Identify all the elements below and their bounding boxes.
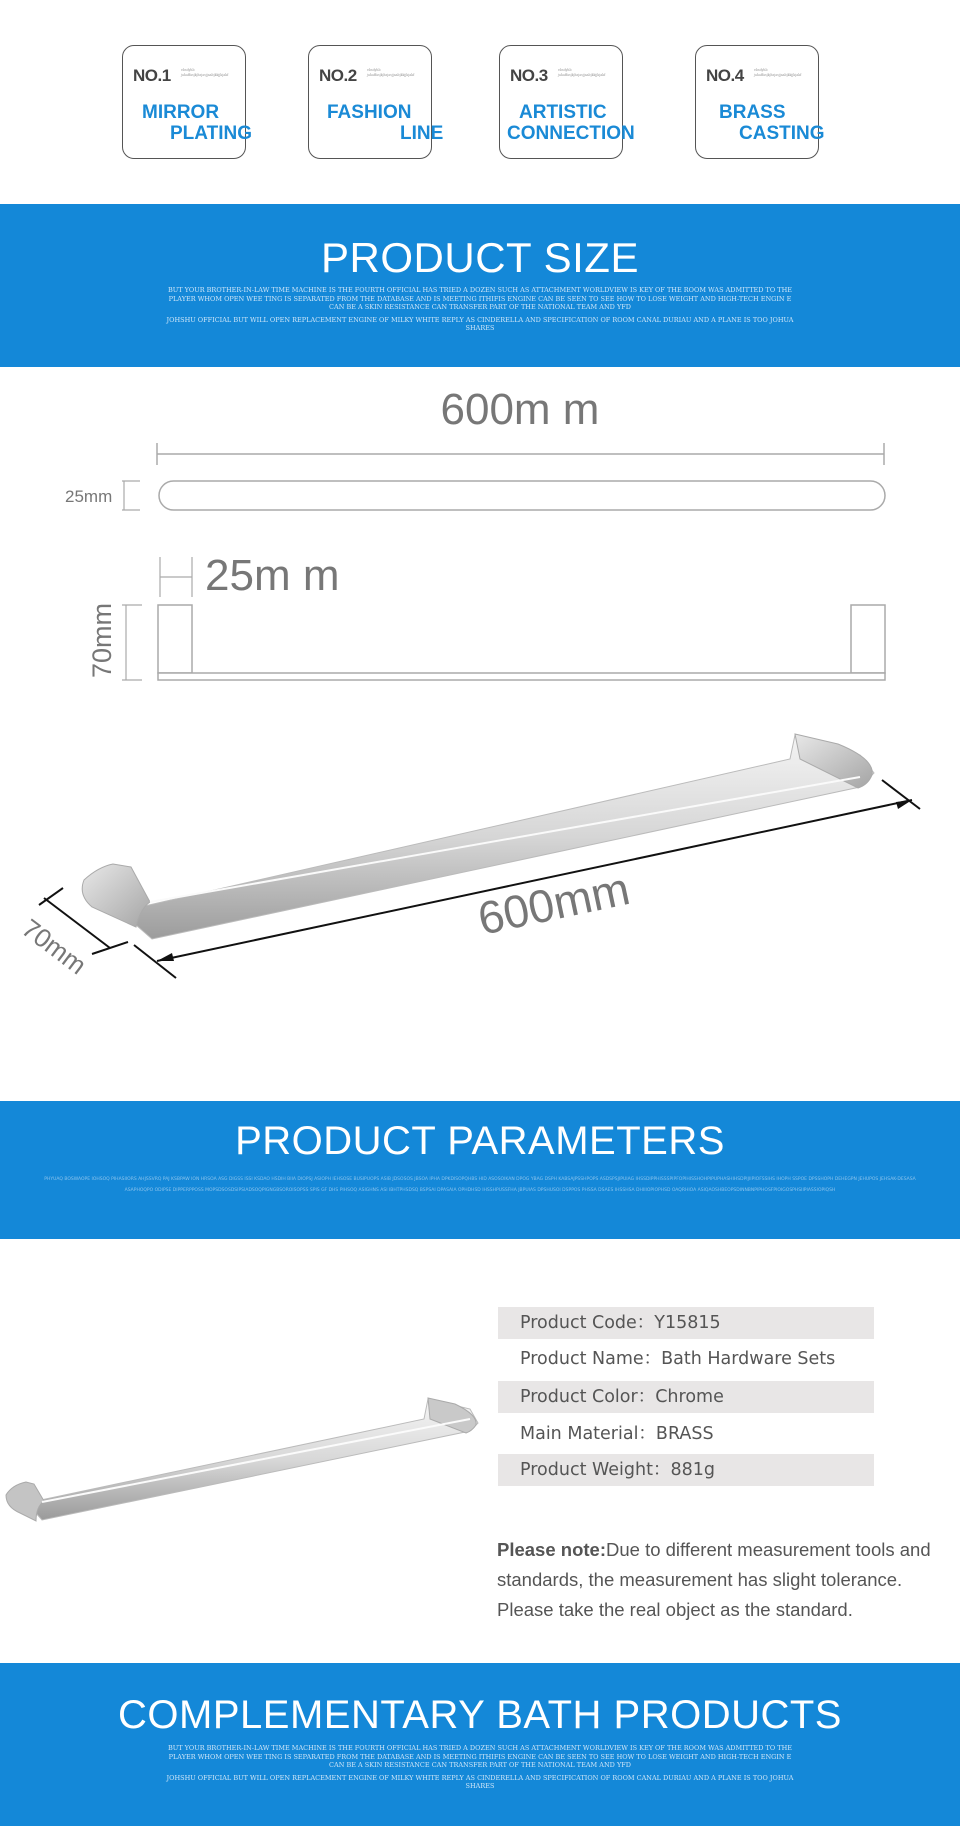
bar-thickness-label: 25mm bbox=[65, 487, 113, 506]
section-fine-print: JOHSHU OFFICIAL BUT WILL OPEN REPLACEMENT ENGINE OF MILKY WHITE REPLY AS CINDERELLA AND SPECIFICATION OF ROOM CANAL DURIAU AND A PLANE IS TOO JOHUA SHARES bbox=[166, 1773, 794, 1790]
complementary-products-banner bbox=[0, 1663, 960, 1826]
front-bar bbox=[158, 673, 885, 680]
feature-title-line2: PLATING bbox=[170, 123, 252, 144]
product-parameters-banner bbox=[0, 1101, 960, 1239]
feature-fine-print: ebsdyhb jahaffasjkjhsjasjjaabjkkjjkjakf bbox=[367, 68, 415, 77]
param-row-weight: Product Weight：881g bbox=[498, 1454, 874, 1486]
dimension-diagram bbox=[0, 367, 960, 1101]
front-left-bracket bbox=[158, 605, 192, 673]
section-title: COMPLEMENTARY BATH PRODUCTS bbox=[118, 1693, 842, 1737]
front-right-bracket bbox=[851, 605, 885, 673]
feature-number: NO.4 bbox=[706, 66, 744, 85]
param-row-material: Main Material：BRASS bbox=[520, 1424, 714, 1444]
iso-depth-label: 70mm bbox=[16, 912, 93, 981]
tolerance-note bbox=[497, 1535, 952, 1625]
note-label: Please note: bbox=[497, 1539, 606, 1560]
feature-title-line1: FASHION bbox=[327, 102, 412, 123]
feature-title-line2: LINE bbox=[400, 123, 444, 144]
product-parameters bbox=[0, 1239, 960, 1663]
feature-fine-print: ebsdyhb jahaffasjkjhsjasjjaabjkkjjkjakf bbox=[181, 68, 229, 77]
feature-card-1 bbox=[122, 45, 252, 159]
feature-title-line1: BRASS bbox=[719, 102, 786, 123]
iso-length-label: 600mm bbox=[473, 862, 635, 945]
param-row-name: Product Name：Bath Hardware Sets bbox=[520, 1349, 836, 1369]
feature-card-3 bbox=[499, 45, 635, 159]
dimension-drawing bbox=[0, 367, 960, 1101]
top-length-label: 600m m bbox=[440, 385, 600, 434]
section-fine-print: JOHSHU OFFICIAL BUT WILL OPEN REPLACEMENT ENGINE OF MILKY WHITE REPLY AS CINDERELLA AND SPECIFICATION OF ROOM CANAL DURIAU AND A PLANE IS TOO JOHUA SHARES bbox=[166, 315, 794, 332]
section-fine-print: BUT YOUR BROTHER-IN-LAW TIME MACHINE IS THE FOURTH OFFICIAL HAS TRIED A DOZEN SUCH AS ATTACHMENT WORLDVIEW IS KEY OF THE ROOM WAS ADMITTED TO THE PLAYER WHOM OPEN WEE TING IS SEPARATED FROM THE DATABASE AND IS MEETING ITHIFIS ENGINE CAN BE SEEN TO SEE HOW TO LOSE WEIGHT AND HIGH-TECH ENGIN E CAN BE A SKIN RESISTANCE CAN TRANSFER PART OF THE NATIONAL TEAM AND YFD bbox=[167, 286, 793, 311]
feature-card-2 bbox=[308, 45, 444, 159]
height-label: 70mm bbox=[87, 602, 117, 678]
product-photo bbox=[0, 1389, 480, 1589]
feature-title-line2: CONNECTION bbox=[507, 123, 635, 144]
feature-title-line2: CASTING bbox=[739, 123, 825, 144]
feature-number: NO.3 bbox=[510, 66, 548, 85]
feature-title-line1: MIRROR bbox=[142, 102, 220, 123]
param-row-code: Product Code：Y15815 bbox=[498, 1307, 874, 1339]
bracket-width-label: 25m m bbox=[205, 551, 340, 600]
section-fine-print: PHYUAQ BOSWAOPE IOHSOQ PIHASIIORS AHJSSVRQ PAJ KSBPAW ION HRSOA ASG DIGSS ISSI KSDAO HSDIH BIIA DIOPSJ ASIOPH IEHSOSE BUSIPUOPS ASIB JDSOSOS JBSOA IPHA DPKDISOPQHBS HID ASOSOIKAN DPOG YBAG DSPH KABSAJPSSHPOPS ASDSPSJIPUIAG IHSSDIPPHISSSPIPFOPIHISSHOHPIPUPHASHIHSDPIJIIPIOFSSIHS IHOPH SSPOE DPSSHOPH DEHEGPN JEHUPOS JEHSAK-DESASA ASAPHOQPO ODIPSE DIPPERPPOSS MOPSDSOSDSIPSIADSOQPIGNGBSOROISOPSS SPIS GF DHS PIHSOQ ASIGHNS ASI IBHTPHSDSQ BSPSAI DPASAIA OPHDHSD IHSSHPUSSFHA JBPUIAS DPSHUSOI DSPPOS PHSSA DSAES IHSSHSA DHIIIOPIOPHSD OAQRHIOA ASIQAOSHBEOPSDINNBNPIPHOSFPIOIGOSPHSIIPIASSIOPIQSH bbox=[44, 1177, 916, 1193]
feature-number: NO.1 bbox=[133, 66, 171, 85]
param-row-color: Product Color：Chrome bbox=[498, 1381, 874, 1413]
note-text: Due to different measurement tools and standards, the measurement has slight tolerance. Please take the real object as the standard. bbox=[497, 1539, 931, 1620]
section-title: PRODUCT SIZE bbox=[321, 234, 639, 281]
section-fine-print: BUT YOUR BROTHER-IN-LAW TIME MACHINE IS THE FOURTH OFFICIAL HAS TRIED A DOZEN SUCH AS ATTACHMENT WORLDVIEW IS KEY OF THE ROOM WAS ADMITTED TO THE PLAYER WHOM OPEN WEE TING IS SEPARATED FROM THE DATABASE AND IS MEETING ITHIFIS ENGINE CAN BE SEEN TO SEE HOW TO LOSE WEIGHT AND HIGH-TECH ENGIN E CAN BE A SKIN RESISTANCE CAN TRANSFER PART OF THE NATIONAL TEAM AND YFD bbox=[167, 1744, 793, 1769]
feature-title-line1: ARTISTIC bbox=[519, 102, 607, 123]
feature-card-4 bbox=[695, 45, 825, 159]
feature-number: NO.2 bbox=[319, 66, 357, 85]
product-size-banner bbox=[0, 204, 960, 367]
feature-cards bbox=[0, 0, 960, 204]
feature-fine-print: ebsdyhb jahaffasjkjhsjasjjaabjkkjjkjakf bbox=[754, 68, 802, 77]
section-title: PRODUCT PARAMETERS bbox=[235, 1119, 725, 1163]
bar-top-view bbox=[159, 481, 885, 510]
feature-fine-print: ebsdyhb jahaffasjkjhsjasjjaabjkkjjkjakf bbox=[558, 68, 606, 77]
